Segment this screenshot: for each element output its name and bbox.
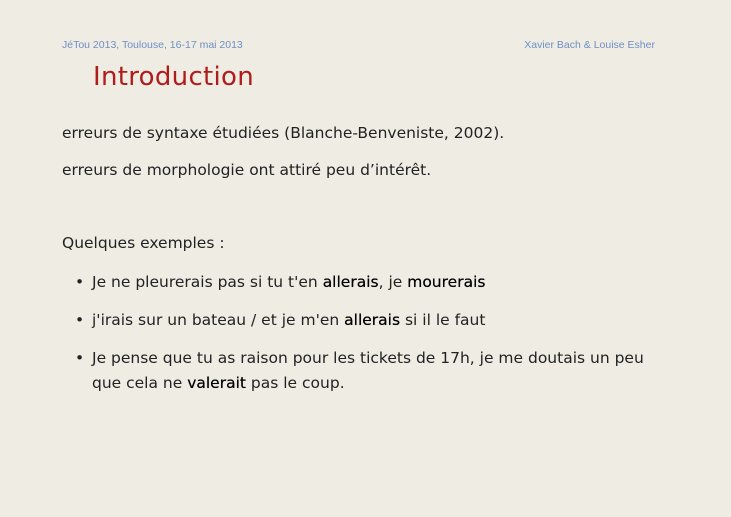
example-item-1 [75, 270, 675, 295]
text-morphology-errors: erreurs de morphologie ont attiré peu d’intérêt. [62, 161, 432, 179]
example-text: Je pense que tu as raison pour les tickets de 17h, je me doutais un peu que cela ne [92, 349, 644, 392]
examples-list [75, 270, 675, 409]
text-examples-heading: Quelques exemples : [62, 234, 225, 252]
example-item-3 [75, 346, 675, 396]
header-event-info: JéTou 2013, Toulouse, 16-17 mai 2013 [62, 39, 243, 51]
example-text: si il le faut [400, 311, 486, 329]
example-highlight: mourerais [407, 273, 486, 291]
example-text: Je ne pleurerais pas si tu t'en [92, 273, 323, 291]
example-highlight: allerais [344, 311, 401, 329]
text-syntax-errors: erreurs de syntaxe étudiées (Blanche-Benveniste, 2002). [62, 124, 505, 142]
example-highlight: valerait [187, 374, 246, 392]
bullet-icon: • [75, 349, 85, 367]
example-item-2 [75, 308, 675, 333]
example-text: , je [378, 273, 408, 291]
example-text: pas le coup. [245, 374, 345, 392]
example-highlight: allerais [322, 273, 379, 291]
bullet-icon: • [75, 311, 85, 329]
header-authors: Xavier Bach & Louise Esher [524, 39, 655, 51]
bullet-icon: • [75, 273, 85, 291]
slide-title: Introduction [93, 62, 255, 92]
example-text: j'irais sur un bateau / et je m'en [92, 311, 345, 329]
